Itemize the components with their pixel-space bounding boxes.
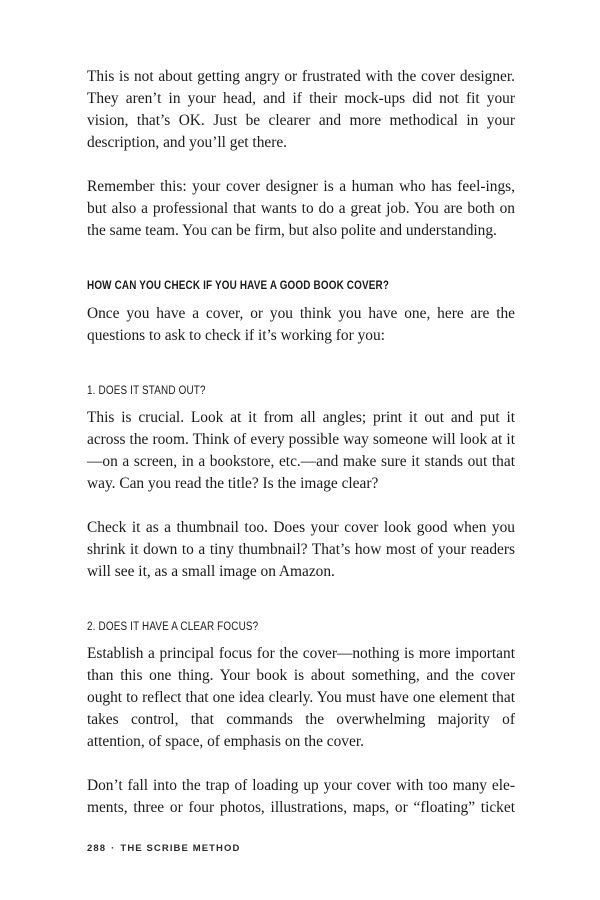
section-heading-good-cover: HOW CAN YOU CHECK IF YOU HAVE A GOOD BOOK COVER? (87, 280, 390, 292)
paragraph-gap (87, 495, 515, 517)
page-body (87, 66, 515, 819)
footer-separator: · (111, 843, 116, 854)
paragraph-designer-is-human: Remember this: your cover designer is a human who has feel-ings, but also a professional that wants to do a great job. You are both on the same team. You can be firm, but also polite and understanding. (87, 178, 515, 239)
page-footer (87, 843, 240, 854)
section-gap (87, 242, 515, 278)
paragraph-too-many-elements: Don’t fall into the trap of loading up your cover with too many ele-ments, three or four photos, illustrations, maps, or “floating” ticket (87, 777, 515, 816)
running-book-title: THE SCRIBE METHOD (120, 843, 241, 854)
section-gap (87, 347, 515, 383)
paragraph-gap (87, 154, 515, 176)
subheading-stand-out: 1. DOES IT STAND OUT? (87, 385, 206, 397)
paragraph-thumbnail: Check it as a thumbnail too. Does your cover look good when you shrink it down to a tiny thumbnail? That’s how most of your readers will see it, as a small image on Amazon. (87, 519, 515, 580)
section-gap (87, 583, 515, 619)
subheading-clear-focus: 2. DOES IT HAVE A CLEAR FOCUS? (87, 621, 259, 633)
paragraph-gap (87, 753, 515, 775)
paragraph-stand-out: This is crucial. Look at it from all angles; print it out and put it across the room. Think of every possible way someone will look at it—on a screen, in a bookstore, etc.—and make sure it stands out that way. Can you read the title? Is the image clear? (87, 409, 515, 492)
page-number: 288 (87, 843, 107, 854)
heading-gap (87, 399, 515, 407)
paragraph-clear-focus: Establish a principal focus for the cover—nothing is more important than this one thing. Your book is about something, and the cover ought to reflect that one idea clearly. You must have one element that takes control, that commands the overwhelming majority of attention, of space, of emphasis on the cover. (87, 645, 515, 750)
heading-gap (87, 294, 515, 303)
heading-gap (87, 635, 515, 643)
paragraph-cover-designer-frustration: This is not about getting angry or frustrated with the cover designer. They aren’t in your head, and if their mock-ups did not fit your vision, that’s OK. Just be clearer and more methodical in your description, and you’ll get there. (87, 68, 515, 151)
paragraph-questions-intro: Once you have a cover, or you think you have one, here are the questions to ask to check if it’s working for you: (87, 305, 515, 344)
